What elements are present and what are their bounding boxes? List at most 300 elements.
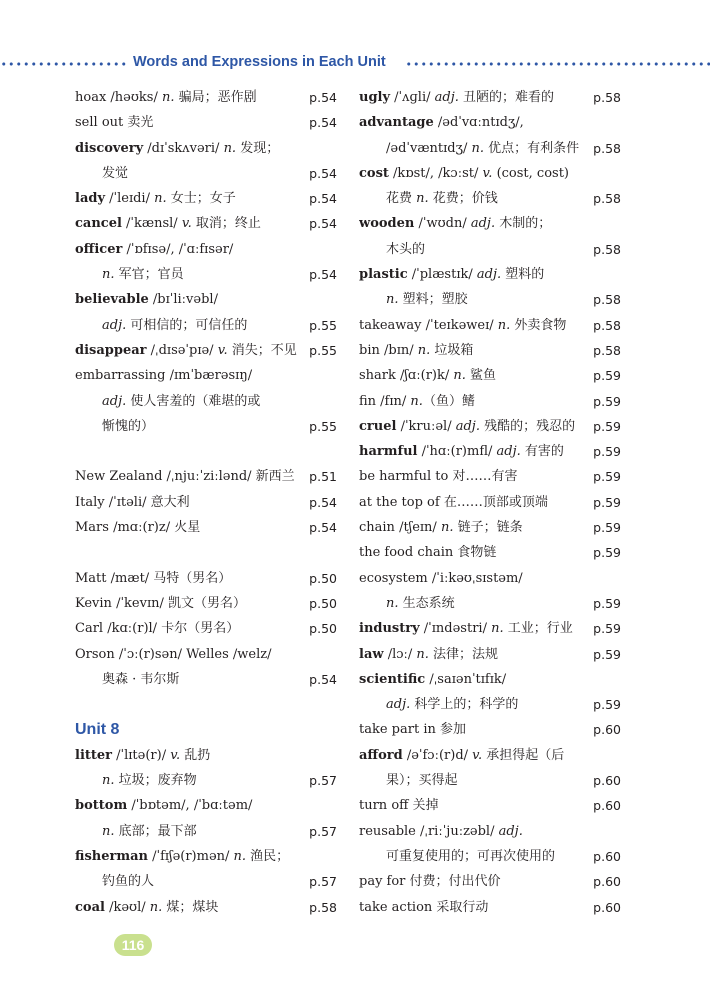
vocab-entry bbox=[359, 186, 621, 211]
entry-page-ref: p.54 bbox=[309, 191, 337, 207]
entry-rest: 采取行动 bbox=[432, 899, 489, 915]
entry-text bbox=[359, 566, 621, 591]
entry-pos: n. bbox=[102, 823, 115, 839]
vocab-entry bbox=[75, 414, 337, 439]
entry-text bbox=[75, 464, 337, 489]
entry-word: disappear bbox=[75, 342, 147, 358]
vocab-entry bbox=[75, 490, 337, 515]
entry-meaning: 木制的； bbox=[495, 216, 552, 232]
entry-meaning: 可相信的；可信任的 bbox=[126, 317, 248, 333]
entry-text bbox=[359, 186, 621, 211]
entry-rest: /ˈbɒtəm/, /ˈbɑːtəm/ bbox=[127, 798, 253, 814]
entry-page-ref: p.58 bbox=[593, 90, 621, 105]
entry-pos: v. bbox=[217, 342, 228, 358]
entry-page-ref: p.54 bbox=[309, 90, 337, 105]
header-dots-left bbox=[0, 62, 128, 66]
vocab-entry bbox=[359, 869, 621, 894]
vocab-entry bbox=[75, 869, 337, 894]
vocab-entry bbox=[75, 844, 337, 869]
entry-word: cruel bbox=[359, 418, 397, 434]
entry-rest: /ˈɒfɪsə/, /ˈɑːfɪsər/ bbox=[122, 241, 234, 257]
entry-text bbox=[75, 338, 337, 363]
entry-meaning: 花费；价钱 bbox=[428, 191, 498, 207]
entry-text bbox=[359, 363, 621, 388]
entry-meaning: 外卖食物 bbox=[510, 317, 567, 333]
entry-text bbox=[359, 85, 621, 110]
entry-rest: /ˌnjuːˈziːlənd/ 新西兰 bbox=[162, 469, 295, 485]
entry-pos: adj. bbox=[455, 418, 480, 434]
vocab-entry bbox=[75, 515, 337, 540]
entry-text bbox=[359, 642, 621, 667]
vocab-entry bbox=[75, 464, 337, 489]
entry-meaning: 塑料；塑胶 bbox=[398, 292, 468, 308]
vocab-entry bbox=[359, 616, 621, 641]
entry-page-ref: p.50 bbox=[309, 570, 337, 586]
entry-text bbox=[359, 667, 621, 692]
entry-pos: n. bbox=[471, 140, 484, 156]
vocab-entry bbox=[75, 287, 337, 312]
vocab-entry bbox=[359, 237, 621, 262]
entry-rest: /ədˈvɑːntɪdʒ/, bbox=[433, 115, 524, 131]
entry-word: be harmful to bbox=[359, 469, 449, 485]
entry-rest: /mæt/ 马特（男名） bbox=[106, 570, 232, 586]
entry-page-ref: p.60 bbox=[593, 874, 621, 890]
entry-page-ref: p.57 bbox=[309, 823, 337, 839]
entry-page-ref: p.55 bbox=[309, 342, 337, 358]
entry-rest: 参加 bbox=[435, 722, 466, 738]
entry-meaning: 消失；不见 bbox=[227, 342, 297, 358]
entry-word: cost bbox=[359, 165, 389, 181]
entry-meaning: （鱼）鳍 bbox=[422, 393, 475, 409]
entry-meaning: 鲨鱼 bbox=[465, 368, 497, 384]
entry-text bbox=[75, 85, 337, 110]
entry-page-ref: p.58 bbox=[593, 317, 621, 333]
entry-meaning: 塑料的 bbox=[501, 267, 545, 283]
entry-meaning: 军官；官员 bbox=[114, 267, 184, 283]
vocab-entry bbox=[359, 338, 621, 363]
entry-text bbox=[359, 414, 621, 439]
entry-pos: adj. bbox=[102, 393, 127, 409]
entry-text bbox=[359, 717, 621, 742]
entry-rest: 卖光 bbox=[123, 115, 154, 131]
entry-word: shark bbox=[359, 368, 396, 384]
entry-text bbox=[75, 490, 337, 515]
entry-page-ref: p.59 bbox=[593, 444, 621, 460]
vocab-entry bbox=[359, 389, 621, 414]
entry-meaning: 工业；行业 bbox=[503, 621, 573, 637]
entry-text bbox=[359, 768, 621, 793]
vocab-entry bbox=[359, 211, 621, 236]
entry-text bbox=[359, 844, 621, 869]
entry-page-ref: p.58 bbox=[309, 899, 337, 915]
entry-pos: v. bbox=[170, 747, 181, 763]
entry-page-ref: p.59 bbox=[593, 697, 621, 713]
entry-rest: /ɪmˈbærəsɪŋ/ bbox=[165, 368, 253, 384]
entry-text bbox=[359, 211, 621, 236]
section-gap bbox=[75, 439, 337, 464]
entry-text bbox=[359, 591, 621, 616]
entry-text bbox=[359, 793, 621, 818]
vocab-entry bbox=[359, 490, 621, 515]
entry-text bbox=[75, 869, 337, 894]
vocab-entry bbox=[359, 895, 621, 920]
entry-text bbox=[359, 490, 621, 515]
entry-text bbox=[75, 414, 337, 439]
entry-rest: 惭愧的） bbox=[102, 418, 155, 434]
vocab-entry bbox=[75, 743, 337, 768]
entry-text bbox=[359, 287, 621, 312]
entry-meaning: 使人害羞的（难堪的或 bbox=[126, 393, 261, 409]
entry-page-ref: p.59 bbox=[593, 595, 621, 611]
entry-page-ref: p.51 bbox=[309, 469, 337, 485]
entry-rest: /ˈɪndəstri/ bbox=[419, 621, 492, 637]
entry-text bbox=[75, 363, 337, 388]
header-dots-right bbox=[405, 62, 710, 66]
entry-rest: /bɪn/ bbox=[379, 342, 418, 358]
entry-word: lady bbox=[75, 191, 106, 207]
entry-pos: v. bbox=[482, 165, 493, 181]
entry-text bbox=[359, 819, 621, 844]
entry-meaning: 承担得起（后 bbox=[482, 747, 565, 763]
entry-page-ref: p.60 bbox=[593, 798, 621, 814]
entry-meaning: 科学上的；科学的 bbox=[410, 697, 519, 713]
entry-page-ref: p.60 bbox=[593, 773, 621, 789]
entry-pos: adj. bbox=[476, 267, 502, 283]
entry-text bbox=[75, 642, 337, 667]
entry-rest: 关掉 bbox=[408, 798, 439, 814]
vocab-entry bbox=[359, 793, 621, 818]
entry-rest: /ˈkænsl/ bbox=[121, 216, 182, 232]
entry-pos: n. bbox=[416, 646, 429, 662]
entry-rest: 发觉 bbox=[102, 165, 129, 181]
entry-word: bottom bbox=[75, 798, 128, 814]
vocab-entry bbox=[359, 464, 621, 489]
entry-rest: /ˌriːˈjuːzəbl/ bbox=[415, 823, 499, 839]
entry-text bbox=[75, 211, 337, 236]
entry-meaning: 有害的 bbox=[520, 444, 564, 460]
entry-text bbox=[75, 667, 337, 692]
entry-text bbox=[75, 515, 337, 540]
entry-word: take action bbox=[359, 899, 433, 915]
page-number-badge: 116 bbox=[114, 934, 152, 956]
entry-rest: /ˈʌɡli/ bbox=[390, 90, 435, 105]
vocab-entry bbox=[359, 110, 621, 135]
entry-meaning: 法律；法规 bbox=[428, 646, 499, 662]
entry-word: New Zealand bbox=[75, 469, 163, 485]
entry-rest: /bɪˈliːvəbl/ bbox=[148, 292, 218, 308]
entry-word: sell out bbox=[75, 115, 124, 131]
vocab-entry bbox=[359, 262, 621, 287]
entry-rest: 在……顶部或顶端 bbox=[439, 494, 548, 510]
entry-rest: 食物链 bbox=[453, 545, 497, 561]
entry-page-ref: p.55 bbox=[309, 317, 337, 333]
entry-meaning: 垃圾；废弃物 bbox=[114, 773, 197, 789]
entry-pos: adj. bbox=[102, 317, 127, 333]
entry-pos: n. bbox=[453, 368, 466, 384]
entry-rest: /ˈɔː(r)sən/ Welles /welz/ bbox=[114, 646, 272, 662]
entry-rest: /kɑː(r)l/ 卡尔（男名） bbox=[103, 621, 240, 637]
entry-rest: /dɪˈskʌvəri/ bbox=[143, 140, 224, 156]
entry-pos: adj. bbox=[470, 216, 496, 232]
vocab-entry bbox=[75, 136, 337, 161]
entry-text bbox=[75, 819, 337, 844]
entry-page-ref: p.58 bbox=[593, 342, 621, 358]
entry-page-ref: p.59 bbox=[593, 545, 621, 561]
entry-pos: n. bbox=[417, 342, 431, 358]
entry-pos: n. bbox=[161, 90, 175, 105]
entry-text bbox=[359, 110, 621, 135]
entry-pos: n. bbox=[223, 140, 237, 156]
entry-page-ref: p.58 bbox=[593, 191, 621, 207]
entry-word: wooden bbox=[359, 216, 415, 232]
entry-text bbox=[75, 743, 337, 768]
entry-rest: /mɑː(r)z/ 火星 bbox=[108, 520, 201, 536]
entry-text bbox=[359, 743, 621, 768]
entry-text bbox=[75, 110, 337, 135]
entry-text bbox=[359, 136, 621, 161]
entry-rest: 对……有害 bbox=[448, 469, 518, 485]
entry-pos: n. bbox=[440, 520, 454, 536]
entry-rest: /ˈɪtəli/ 意大利 bbox=[104, 494, 190, 510]
entry-rest: /ˈkruːəl/ bbox=[396, 418, 456, 434]
entry-word: industry bbox=[359, 621, 420, 637]
entry-text bbox=[359, 161, 621, 186]
entry-rest: /kəʊl/ bbox=[104, 899, 150, 915]
entry-rest: /fɪn/ bbox=[376, 393, 411, 409]
entry-word: discovery bbox=[75, 140, 144, 156]
vocab-entry bbox=[359, 439, 621, 464]
entry-page-ref: p.54 bbox=[309, 216, 337, 232]
vocab-entry bbox=[359, 566, 621, 591]
entry-rest: /ˈteɪkəweɪ/ bbox=[421, 317, 498, 333]
entry-meaning: 垃圾箱 bbox=[430, 342, 474, 358]
entry-text bbox=[359, 895, 621, 920]
vocab-entry bbox=[75, 642, 337, 667]
entry-meaning: 丑陋的；难看的 bbox=[458, 90, 555, 105]
entry-pos: adj. bbox=[498, 823, 523, 839]
entry-page-ref: p.54 bbox=[309, 494, 337, 510]
left-word-column bbox=[75, 85, 337, 920]
entry-word: plastic bbox=[359, 267, 408, 283]
entry-word: hoax bbox=[75, 90, 107, 105]
entry-rest: 奥森 · 韦尔斯 bbox=[102, 671, 180, 687]
entry-rest: /ˈhɑː(r)mfl/ bbox=[417, 444, 497, 460]
entry-pos: n. bbox=[410, 393, 423, 409]
entry-rest: 可重复使用的；可再次使用的 bbox=[386, 848, 556, 864]
entry-word: reusable bbox=[359, 823, 416, 839]
entry-pos: n. bbox=[102, 267, 115, 283]
vocab-entry bbox=[75, 110, 337, 135]
entry-word: Orson bbox=[75, 646, 115, 662]
entry-word: Mars bbox=[75, 520, 109, 536]
section-gap bbox=[75, 540, 337, 565]
entry-rest: /ˈwʊdn/ bbox=[414, 216, 471, 232]
entry-page-ref: p.60 bbox=[593, 899, 621, 915]
entry-meaning: 链子；链条 bbox=[453, 520, 523, 536]
vocab-entry bbox=[359, 743, 621, 768]
entry-rest: /əˈfɔː(r)d/ bbox=[402, 747, 473, 763]
entry-text bbox=[359, 439, 621, 464]
entry-text bbox=[75, 793, 337, 818]
entry-word: the food chain bbox=[359, 545, 454, 561]
vocab-entry bbox=[75, 566, 337, 591]
entry-meaning: 优点；有利条件 bbox=[483, 140, 580, 156]
entry-meaning: 女士；女子 bbox=[166, 191, 236, 207]
entry-pos: n. bbox=[416, 191, 429, 207]
entry-word: fisherman bbox=[75, 848, 148, 864]
entry-rest: /ˈleɪdi/ bbox=[105, 191, 155, 207]
entry-page-ref: p.59 bbox=[593, 418, 621, 434]
entry-word: cancel bbox=[75, 216, 122, 232]
entry-page-ref: p.50 bbox=[309, 621, 337, 637]
entry-word: takeaway bbox=[359, 317, 422, 333]
entry-word: ecosystem bbox=[359, 570, 428, 586]
entry-meaning: 残酷的；残忍的 bbox=[479, 418, 576, 434]
vocab-entry bbox=[359, 819, 621, 844]
entry-page-ref: p.59 bbox=[593, 621, 621, 637]
entry-rest: 付费；付出代价 bbox=[405, 874, 501, 890]
entry-page-ref: p.59 bbox=[593, 393, 621, 409]
vocab-entry bbox=[75, 161, 337, 186]
vocab-entry bbox=[75, 667, 337, 692]
vocab-entry bbox=[75, 819, 337, 844]
entry-text bbox=[75, 262, 337, 287]
entry-text bbox=[75, 136, 337, 161]
entry-rest: /ədˈvæntɪdʒ/ bbox=[386, 140, 472, 156]
vocab-entry bbox=[75, 793, 337, 818]
vocab-entry bbox=[75, 616, 337, 641]
entry-meaning: (cost, cost) bbox=[492, 165, 569, 181]
entry-text bbox=[359, 389, 621, 414]
entry-word: advantage bbox=[359, 115, 434, 131]
page-header bbox=[0, 52, 710, 74]
entry-meaning: 底部；最下部 bbox=[114, 823, 197, 839]
header-title: Words and Expressions in Each Unit bbox=[133, 54, 386, 70]
vocab-entry bbox=[359, 844, 621, 869]
vocab-entry bbox=[359, 85, 621, 110]
vocab-entry bbox=[75, 85, 337, 110]
entry-meaning: 渔民； bbox=[246, 848, 290, 864]
entry-text bbox=[359, 692, 621, 717]
entry-text bbox=[75, 895, 337, 920]
entry-word: pay for bbox=[359, 874, 406, 890]
entry-word: take part in bbox=[359, 722, 436, 738]
entry-pos: adj. bbox=[434, 90, 459, 105]
entry-page-ref: p.58 bbox=[593, 140, 621, 156]
vocab-entry bbox=[75, 363, 337, 388]
entry-word: Kevin bbox=[75, 595, 112, 611]
section-gap bbox=[75, 692, 337, 717]
entry-rest: 果）；买得起 bbox=[386, 773, 458, 789]
vocab-entry bbox=[75, 768, 337, 793]
vocab-entry bbox=[359, 540, 621, 565]
entry-word: litter bbox=[75, 747, 113, 763]
entry-meaning: 发现； bbox=[236, 140, 280, 156]
entry-text bbox=[359, 515, 621, 540]
entry-word: fin bbox=[359, 393, 377, 409]
entry-meaning: 生态系统 bbox=[398, 595, 455, 611]
unit-heading bbox=[75, 717, 337, 742]
entry-word: bin bbox=[359, 342, 380, 358]
vocab-entry bbox=[359, 515, 621, 540]
entry-pos: n. bbox=[154, 191, 167, 207]
entry-rest: /tʃeɪn/ bbox=[394, 520, 441, 536]
entry-word: believable bbox=[75, 292, 149, 308]
entry-pos: v. bbox=[181, 216, 192, 232]
entry-rest: /ʃɑː(r)k/ bbox=[395, 368, 454, 384]
entry-text bbox=[75, 844, 337, 869]
entry-word: Italy bbox=[75, 494, 105, 510]
vocab-entry bbox=[75, 262, 337, 287]
entry-pos: adj. bbox=[386, 697, 411, 713]
entry-rest: /ˈiːkəʊˌsɪstəm/ bbox=[427, 570, 523, 586]
entry-page-ref: p.59 bbox=[593, 494, 621, 510]
vocab-entry bbox=[75, 313, 337, 338]
entry-text bbox=[359, 616, 621, 641]
entry-page-ref: p.57 bbox=[309, 874, 337, 890]
entry-word: Carl bbox=[75, 621, 104, 637]
vocab-entry bbox=[359, 717, 621, 742]
entry-text bbox=[359, 313, 621, 338]
entry-rest: /ˈfɪʃə(r)mən/ bbox=[147, 848, 234, 864]
entry-word: ugly bbox=[359, 90, 391, 105]
vocab-entry bbox=[75, 186, 337, 211]
entry-meaning: 煤；煤块 bbox=[162, 899, 219, 915]
entry-text bbox=[359, 338, 621, 363]
entry-page-ref: p.58 bbox=[593, 292, 621, 308]
entry-text bbox=[75, 591, 337, 616]
entry-word: turn off bbox=[359, 798, 409, 814]
entry-word: law bbox=[359, 646, 384, 662]
entry-page-ref: p.59 bbox=[593, 368, 621, 384]
entry-page-ref: p.59 bbox=[593, 469, 621, 485]
entry-page-ref: p.54 bbox=[309, 115, 337, 131]
entry-text bbox=[75, 389, 337, 414]
vocab-entry bbox=[359, 363, 621, 388]
entry-word: chain bbox=[359, 520, 395, 536]
entry-page-ref: p.60 bbox=[593, 722, 621, 738]
entry-text bbox=[359, 869, 621, 894]
entry-meaning: 取消；终止 bbox=[191, 216, 261, 232]
entry-pos: n. bbox=[233, 848, 247, 864]
entry-text bbox=[359, 237, 621, 262]
entry-text bbox=[359, 464, 621, 489]
unit-title: Unit 8 bbox=[75, 721, 120, 739]
entry-meaning: 骗局；恶作剧 bbox=[174, 90, 257, 105]
entry-text bbox=[359, 262, 621, 287]
entry-word: coal bbox=[75, 899, 105, 915]
vocab-entry bbox=[75, 389, 337, 414]
entry-pos: n. bbox=[497, 317, 511, 333]
entry-page-ref: p.54 bbox=[309, 165, 337, 181]
entry-rest: /həʊks/ bbox=[106, 90, 162, 105]
entry-word: scientific bbox=[359, 671, 426, 687]
vocab-entry bbox=[359, 414, 621, 439]
entry-text bbox=[75, 237, 337, 262]
entry-text bbox=[75, 768, 337, 793]
entry-rest: 木头的 bbox=[386, 241, 426, 257]
entry-text bbox=[75, 161, 337, 186]
entry-page-ref: p.55 bbox=[309, 418, 337, 434]
entry-text bbox=[75, 186, 337, 211]
entry-word: officer bbox=[75, 241, 123, 257]
vocab-entry bbox=[359, 591, 621, 616]
vocab-entry bbox=[75, 237, 337, 262]
entry-pos: adj. bbox=[496, 444, 521, 460]
entry-rest: 钓鱼的人 bbox=[102, 874, 155, 890]
entry-rest: /ˌsaɪənˈtɪfɪk/ bbox=[425, 671, 507, 687]
entry-word: Matt bbox=[75, 570, 107, 586]
